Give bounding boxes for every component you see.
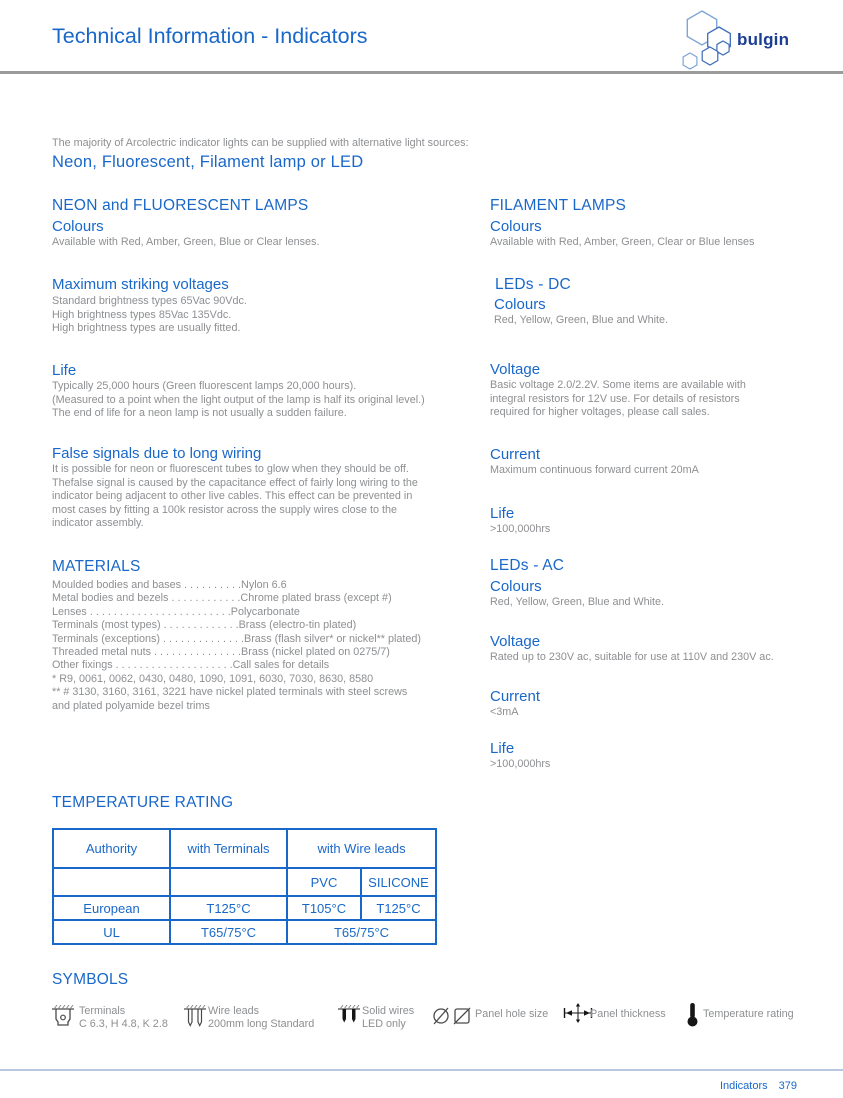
table-row (53, 920, 436, 944)
intro-subtitle: Neon, Fluorescent, Filament lamp or LED (52, 153, 364, 171)
text-line: LED only (362, 1018, 406, 1030)
striking-voltages-title: Maximum striking voltages (52, 276, 229, 293)
text-line: Temperature rating (703, 1008, 794, 1020)
temperature-rating-icon (686, 1002, 699, 1028)
neon-colours-title: Colours (52, 218, 104, 235)
temperature-rating-title: TEMPERATURE RATING (52, 794, 234, 811)
text-line: Terminals (79, 1005, 126, 1017)
table-cell-empty (170, 868, 287, 896)
footer-section-label: Indicators (719, 1080, 768, 1092)
footer-divider (0, 1069, 843, 1071)
text-line: Basic voltage 2.0/2.2V. Some items are available with (490, 379, 746, 391)
text-line: Thefalse signal is caused by the capacitance effect of fairly long wiring to the (52, 476, 418, 489)
text-line: Lenses . . . . . . . . . . . . . . . . . . . . . . . .Polycarbonate (52, 605, 300, 618)
text-line: and plated polyamide bezel trims (52, 699, 210, 712)
materials-title: MATERIALS (52, 558, 141, 575)
table-subheader-silicone: SILICONE (361, 868, 436, 896)
table-header-terminals: with Terminals (170, 829, 287, 868)
table-cell-pvc: T105°C (287, 896, 361, 920)
text-line: It is possible for neon or fluorescent tubes to glow when they should be off. (52, 463, 409, 475)
neon-fluorescent-title: NEON and FLUORESCENT LAMPS (52, 197, 309, 214)
symbol-label (703, 1008, 794, 1021)
text-line: 200mm long Standard (208, 1018, 315, 1030)
filament-colours-title: Colours (490, 218, 542, 235)
bulgin-hexagons-icon (676, 4, 736, 70)
leds-dc-life-body: >100,000hrs (490, 523, 551, 535)
leds-dc-voltage-body (490, 379, 746, 420)
text-line: indicator being adjacent to other live cables. This effect can be prevented in (52, 490, 413, 502)
table-header-wire-leads: with Wire leads (287, 829, 436, 868)
solid-wires-icon (338, 1005, 360, 1032)
leds-ac-current-body: <3mA (490, 706, 519, 718)
header-divider (0, 71, 843, 74)
bulgin-logo-text: bulgin (737, 30, 790, 49)
text-line: Panel hole size (475, 1008, 549, 1020)
leds-ac-voltage-body: Rated up to 230V ac, suitable for use at 110V and 230V ac. (490, 651, 774, 663)
striking-voltages-body (52, 295, 247, 336)
leds-ac-colours-title: Colours (490, 578, 542, 595)
leds-ac-colours-body: Red, Yellow, Green, Blue and White. (490, 596, 665, 608)
leds-dc-colours-body: Red, Yellow, Green, Blue and White. (494, 314, 669, 326)
leds-ac-current-title: Current (490, 688, 541, 705)
text-line: Typically 25,000 hours (Green fluorescent lamps 20,000 hours). (52, 380, 357, 392)
text-line: Standard brightness types 65Vac 90Vdc. (52, 295, 247, 307)
text-line: Terminals (most types) . . . . . . . . . . . . .Brass (electro-tin plated) (52, 619, 357, 632)
leds-dc-title: LEDs - DC (495, 276, 571, 293)
footer (720, 1080, 797, 1092)
leds-dc-current-title: Current (490, 446, 541, 463)
text-line: Moulded bodies and bases . . . . . . . . . .Nylon 6.6 (52, 579, 287, 591)
table-cell-empty (53, 868, 170, 896)
table-cell-wire-leads: T65/75°C (287, 920, 436, 944)
bulgin-logo (676, 4, 801, 70)
table-cell-terminals: T125°C (170, 896, 287, 920)
filament-colours-body: Available with Red, Amber, Green, Clear or Blue lenses (490, 236, 755, 248)
symbol-label (79, 1005, 168, 1031)
symbol-label (362, 1005, 414, 1031)
leds-ac-voltage-title: Voltage (490, 633, 541, 650)
text-line: Solid wires (362, 1005, 415, 1017)
table-header-authority: Authority (53, 829, 170, 868)
leds-ac-title: LEDs - AC (490, 557, 565, 574)
neon-colours-body: Available with Red, Amber, Green, Blue or Clear lenses. (52, 236, 320, 248)
text-line: * R9, 0061, 0062, 0430, 0480, 1090, 1091, 6030, 7030, 8630, 8580 (52, 672, 374, 685)
neon-life-body (52, 380, 425, 421)
footer-page-number: 379 (778, 1080, 797, 1092)
text-line: High brightness types 85Vac 135Vdc. (52, 308, 232, 321)
text-line: (Measured to a point when the light output of the lamp is half its original level.) (52, 393, 425, 406)
text-line: Metal bodies and bezels . . . . . . . . . . . .Chrome plated brass (except #) (52, 592, 392, 605)
temperature-rating-table (52, 828, 437, 945)
symbols-title: SYMBOLS (52, 971, 129, 988)
text-line: most cases by fitting a 100k resistor across the supply wires close to the (52, 503, 398, 516)
table-cell-authority: European (53, 896, 170, 920)
text-line: The end of life for a neon lamp is not usually a sudden failure. (52, 407, 347, 419)
table-cell-terminals: T65/75°C (170, 920, 287, 944)
panel-hole-size-icon (431, 1004, 471, 1028)
false-signals-body (52, 463, 418, 531)
text-line: Threaded metal nuts . . . . . . . . . . . . . . .Brass (nickel plated on 0275/7) (52, 646, 390, 659)
materials-body (52, 579, 421, 713)
text-line: required for higher voltages, please call sales. (490, 406, 710, 418)
table-subheader-pvc: PVC (287, 868, 361, 896)
page-title: Technical Information - Indicators (52, 24, 368, 48)
panel-thickness-icon (563, 1003, 593, 1023)
wire-leads-icon (184, 1005, 206, 1032)
table-cell-silicone: T125°C (361, 896, 436, 920)
text-line: integral resistors for 12V use. For details of resistors (490, 392, 740, 405)
table-cell-authority: UL (53, 920, 170, 944)
filament-lamps-title: FILAMENT LAMPS (490, 197, 627, 214)
text-line: C 6.3, H 4.8, K 2.8 (79, 1018, 168, 1030)
leds-dc-current-body: Maximum continuous forward current 20mA (490, 464, 699, 476)
leds-ac-life-body: >100,000hrs (490, 758, 551, 770)
false-signals-title: False signals due to long wiring (52, 445, 262, 462)
terminals-icon (52, 1005, 74, 1032)
leds-dc-colours-title: Colours (494, 296, 546, 313)
table-row (53, 896, 436, 920)
text-line: Panel thickness (590, 1008, 666, 1020)
symbol-label (208, 1005, 314, 1031)
text-line: Other fixings . . . . . . . . . . . . . . . . . . . .Call sales for details (52, 659, 330, 672)
text-line: Terminals (exceptions) . . . . . . . . . . . . . .Brass (flash silver* or nickel** plated) (52, 632, 422, 645)
text-line: ** # 3130, 3160, 3161, 3221 have nickel plated terminals with steel screws (52, 686, 408, 699)
leds-dc-life-title: Life (490, 505, 515, 522)
text-line: High brightness types are usually fitted. (52, 322, 241, 334)
neon-life-title: Life (52, 362, 77, 379)
text-line: Wire leads (208, 1005, 260, 1017)
leds-dc-voltage-title: Voltage (490, 361, 541, 378)
symbol-label (475, 1008, 548, 1021)
text-line: indicator assembly. (52, 517, 144, 529)
symbol-label (590, 1008, 666, 1021)
intro-lead: The majority of Arcolectric indicator lights can be supplied with alternative light sources: (52, 137, 469, 149)
leds-ac-life-title: Life (490, 740, 515, 757)
